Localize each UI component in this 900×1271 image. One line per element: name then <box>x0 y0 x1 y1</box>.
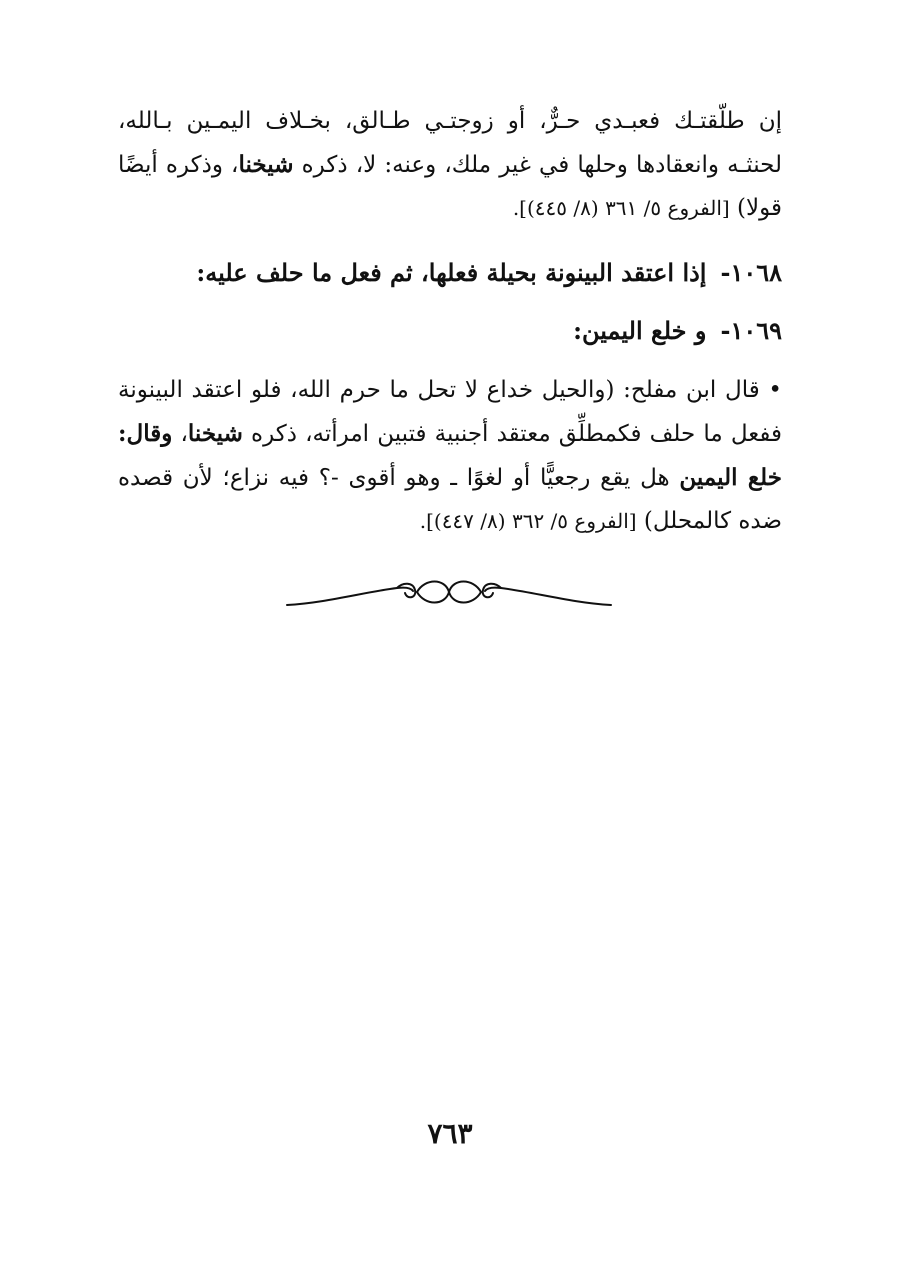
intro-text-1: إن طلّقتـك فعبـدي حـرٌّ، أو زوجتـي طـالق، بخـلاف اليمـين بـالله، لحنثـه وانعقادها وحلها في غير ملك، وعنه: لا، ذكره <box>118 108 782 178</box>
quote-bold-khul-al-yamin: وقال: خلع اليمين <box>118 420 782 491</box>
section-heading-1068 <box>118 253 782 293</box>
flourish-divider-icon <box>285 578 613 618</box>
intro-bold-shaykhuna: شيخنا <box>238 151 294 178</box>
intro-text-2: ، وذكره أيضًا قولا) <box>118 152 782 221</box>
quote-paragraph <box>118 369 782 543</box>
intro-reference: [الفروع ٥/ ٣٦١ (٨/ ٤٤٥)]. <box>512 196 730 220</box>
quote-text-2: ، <box>172 421 188 447</box>
page-body <box>118 100 782 543</box>
section-title-1069: و خلع اليمين: <box>573 316 707 345</box>
bullet-icon: • <box>768 377 782 403</box>
quote-text-1: قال ابن مفلح: (والحيل خداع لا تحل ما حرم الله، فلو اعتقد البينونة ففعل ما حلف فكمطلِّق معتقد أجنبية فتبين امرأته، ذكره <box>118 377 782 447</box>
quote-text-3: هل يقع رجعيًّا أو لغوًا ـ وهو أقوى -؟ فيه نزاع؛ لأن قصده ضده كالمحلل) <box>118 465 782 534</box>
quote-reference: [الفروع ٥/ ٣٦٢ (٨/ ٤٤٧)]. <box>419 509 637 533</box>
section-number-1068: ١٠٦٨- <box>720 258 782 287</box>
section-title-1068: إذا اعتقد البينونة بحيلة فعلها، ثم فعل ما حلف عليه: <box>196 258 707 287</box>
page-number: ٧٦٣ <box>427 1117 473 1150</box>
quote-bold-shaykhuna: شيخنا <box>187 420 243 447</box>
section-heading-1069 <box>118 311 782 351</box>
intro-paragraph <box>118 100 782 230</box>
section-number-1069: ١٠٦٩- <box>720 316 782 345</box>
